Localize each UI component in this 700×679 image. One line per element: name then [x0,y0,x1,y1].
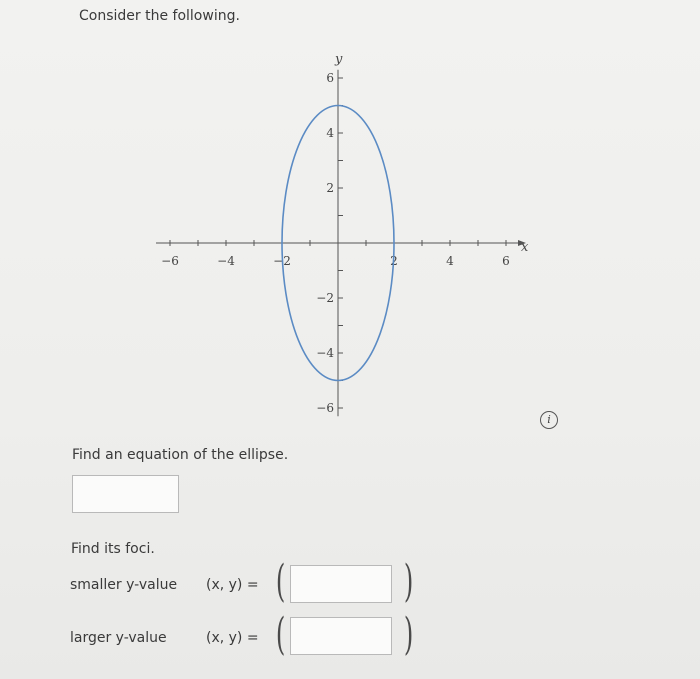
graph-axes [156,70,526,417]
y-tick-label: 4 [326,126,334,140]
x-tick-label: −6 [161,254,179,268]
x-tick-label: 2 [390,254,398,268]
y-axis-label: y [335,52,343,67]
x-tick-label: 6 [502,254,510,268]
larger-y-label: larger y-value [70,630,167,646]
open-paren-smaller: ( [275,556,286,607]
y-tick-label: −4 [316,346,334,360]
foci-smaller-answer-field[interactable] [290,565,392,603]
x-tick-label: 4 [446,254,454,268]
foci-larger-answer-field[interactable] [290,617,392,655]
smaller-y-label: smaller y-value [70,577,178,593]
y-tick-label: 6 [326,71,334,85]
info-icon[interactable]: i [540,411,558,429]
x-axis-label: x [521,240,529,255]
y-tick-label: −2 [316,291,334,305]
x-tick-label: −4 [217,254,235,268]
y-tick-label: 2 [326,181,334,195]
x-tick-label: −2 [273,254,291,268]
y-tick-label: −6 [316,401,334,415]
page-title: Consider the following. [79,8,240,24]
equation-answer-field[interactable] [72,475,179,513]
equation-question: Find an equation of the ellipse. [72,447,289,463]
open-paren-larger: ( [275,609,286,660]
foci-question: Find its foci. [71,541,155,557]
close-paren-larger: ) [403,609,414,660]
xy-prefix-larger: (x, y) = [206,630,259,646]
xy-prefix-smaller: (x, y) = [206,577,259,593]
close-paren-smaller: ) [403,556,414,607]
